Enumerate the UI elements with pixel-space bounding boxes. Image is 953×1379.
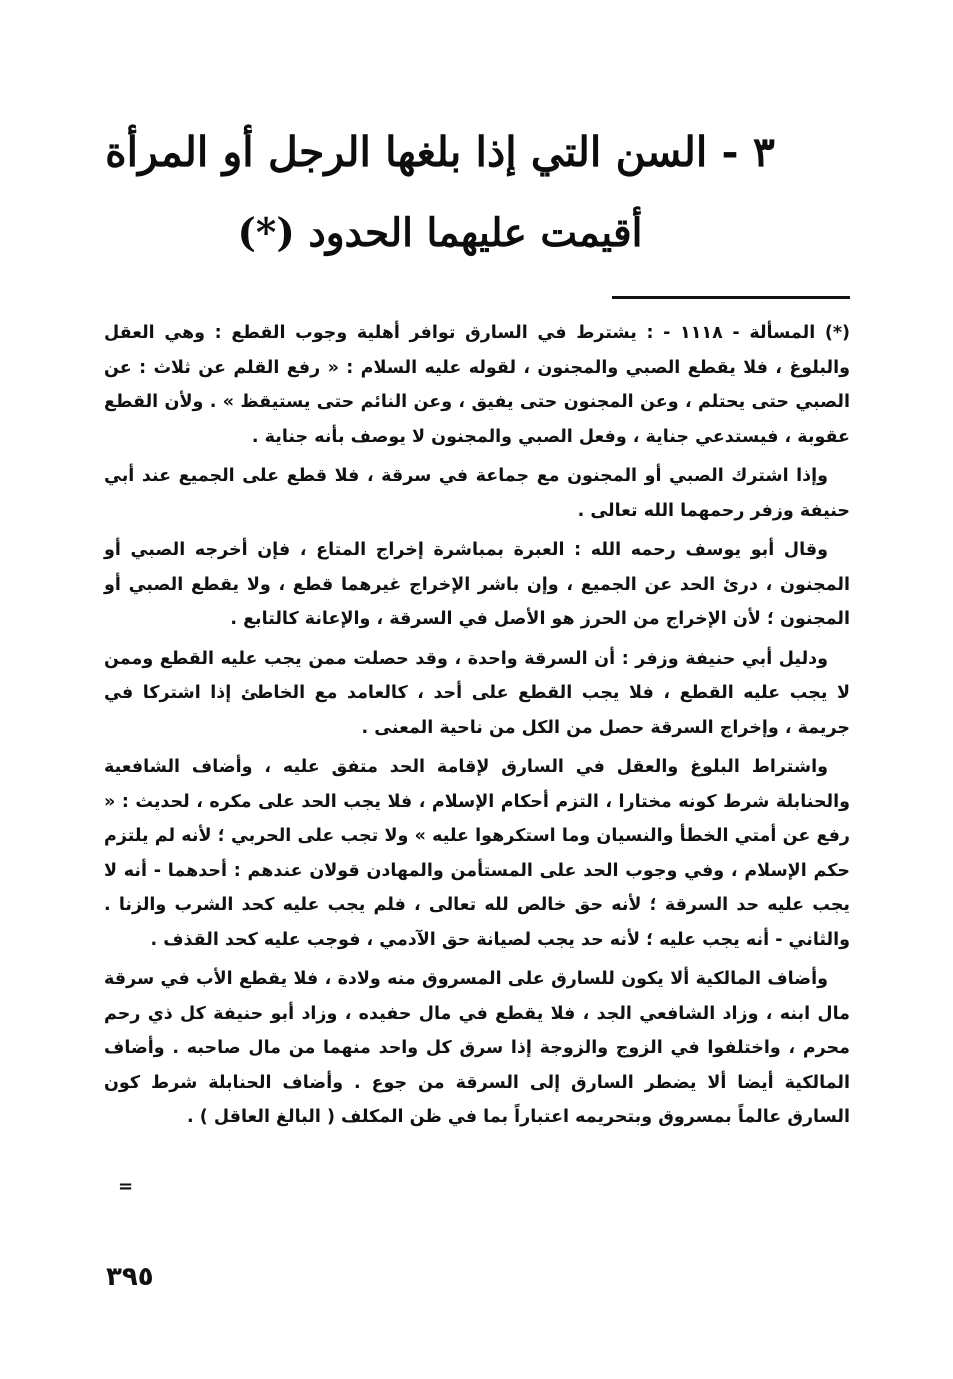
paragraph-1 <box>104 316 850 454</box>
paragraph-text: : يشترط في السارق توافر أهلية وجوب القطع : وهي العقل والبلوغ ، فلا يقطع الصبي والمجنون ، لقوله عليه السلام : « رفع القلم عن ثلاث : عن الصبي حتى يحتلم ، وعن المجنون حتى يفيق ، وعن النائم حتى يستيقظ » . ولأن القطع عقوبة ، فيستدعي جناية ، وفعل الصبي والمجنون لا يوصف بأنه جناية . <box>104 323 850 447</box>
footnote-separator-rule <box>612 296 850 299</box>
paragraph-text: وإذا اشترك الصبي أو المجنون مع جماعة في سرقة ، فلا قطع على الجميع عند أبي حنيفة وزفر رحمهما الله تعالى . <box>104 466 850 521</box>
issue-number-label: (*) المسألة - ١١١٨ - <box>663 323 850 343</box>
chapter-title-line-1: ٣ - السن التي إذا بلغها الرجل أو المرأة <box>105 128 775 176</box>
paragraph-text: وقال أبو يوسف رحمه الله : العبرة بمباشرة إخراج المتاع ، فإن أخرجه الصبي أو المجنون ، درئ الحد عن الجميع ، وإن باشر الإخراج غيرهما قطع ، ولا يقطع الصبي أو المجنون ؛ لأن الإخراج من الحرز هو الأصل في السرقة ، والإعانة كالتابع . <box>104 540 850 629</box>
paragraph-2 <box>104 459 850 528</box>
paragraph-6 <box>104 962 850 1135</box>
paragraph-text: واشتراط البلوغ والعقل في السارق لإقامة الحد متفق عليه ، وأضاف الشافعية والحنابلة شرط كونه مختارا ، التزم أحكام الإسلام ، فلا يجب الحد على مكره ، لحديث : « رفع عن أمتي الخطأ والنسيان وما استكرهوا عليه » ولا تجب على الحربي ؛ لأنه لم يلتزم حكم الإسلام ، وفي وجوب الحد على المستأمن والمهادن قولان عندهم : أحدهما - أنه لا يجب عليه حد السرقة ؛ لأنه حق خالص لله تعالى ، فلم يجب عليه كحد الشرب والزنا . والثاني - أنه يجب عليه ؛ لأنه حد يجب لصيانة حق الآدمي ، فوجب عليه كحد القذف . <box>104 757 850 950</box>
page-number: ٣٩٥ <box>106 1262 154 1292</box>
paragraph-5 <box>104 750 850 957</box>
footnote-body <box>104 316 850 1135</box>
paragraph-text: ودليل أبي حنيفة وزفر : أن السرقة واحدة ، وقد حصلت ممن يجب عليه القطع وممن لا يجب عليه القطع ، فلا يجب القطع على أحد ، كالعامد مع الخاطئ إذا اشتركا في جريمة ، وإخراج السرقة حصل من الكل من ناحية المعنى . <box>104 648 850 738</box>
chapter-title-line-2: أقيمت عليهما الحدود (*) <box>237 210 643 256</box>
paragraph-4 <box>104 642 850 746</box>
paragraph-3 <box>104 533 850 637</box>
paragraph-text: وأضاف المالكية ألا يكون للسارق على المسروق منه ولادة ، فلا يقطع الأب في سرقة مال ابنه ، وزاد الشافعي الجد ، فلا يقطع في مال حفيده ، وزاد أبو حنيفة كل ذي رحم محرم ، واختلفوا في الزوج والزوجة إذا سرق كل واحد منهما من مال صاحبه . وأضاف المالكية أيضا ألا يضطر السارق إلى السرقة من جوع . وأضاف الحنابلة شرط كون السارق عالماً بمسروق وبتحريمه اعتباراً بما في ظن المكلف ( البالغ العاقل ) . <box>104 969 850 1127</box>
end-of-footnote-mark: = <box>118 1176 134 1197</box>
